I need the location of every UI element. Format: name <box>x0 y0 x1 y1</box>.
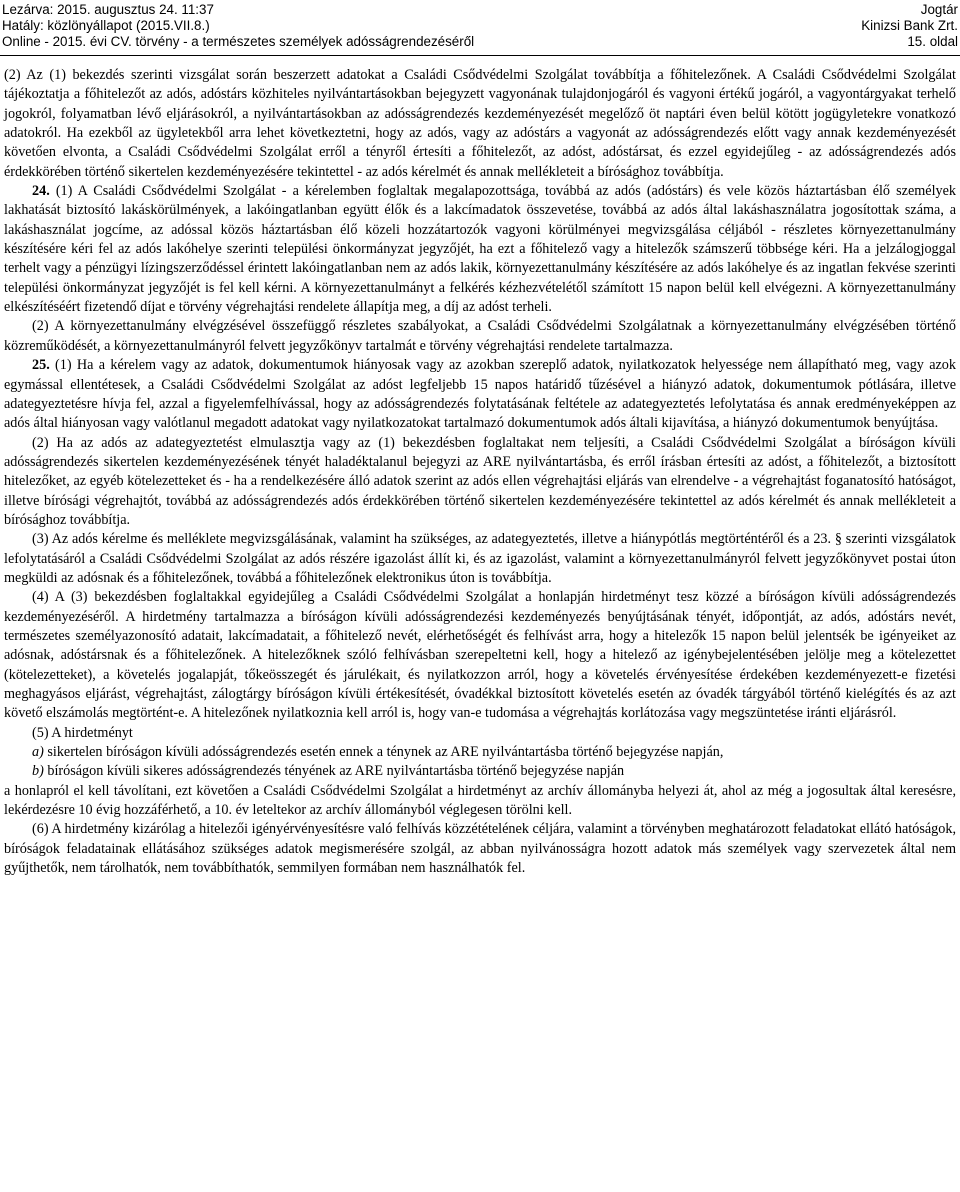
header-divider <box>0 55 960 56</box>
section-25-number: 25. <box>32 357 50 374</box>
point-a-text: sikertelen bíróságon kívüli adósságrendezés esetén ennek a ténynek az ARE nyilvántartásba történő bejegyzése napján, <box>43 744 724 761</box>
section-25-paragraph-1 <box>4 356 956 433</box>
document-header <box>0 0 960 56</box>
header-law-title: Online - 2015. évi CV. törvény - a természetes személyek adósságrendezéséről <box>2 34 475 49</box>
header-licensee: Kinizsi Bank Zrt. <box>861 18 958 33</box>
section-24-paragraph-2: (2) A környezettanulmány elvégzésével összefüggő részletes szabályokat, a Családi Csődvédelmi Szolgálatnak a környezettanulmány elvégzésében történő közreműködését, a környezettanulmányról felvett jegyzőkönyv tartalmát e törvény végrehajtási rendelete tartalmazza. <box>4 318 956 354</box>
section-25-paragraph-5-tail: a honlapról el kell távolítani, ezt követően a Családi Csődvédelmi Szolgálat a hirdetményt az archív állományba helyezi át, ahol az még a jogosultak által keresésre, lekérdezésre 10 évig hozzáférhető, a 10. év leteltekor az archív állományból véglegesen törölni kell. <box>4 782 956 819</box>
section-25-paragraph-1-text: (1) Ha a kérelem vagy az adatok, dokumentumok hiányosak vagy az azokban szereplő adatok, nyilatkozatok helyessége nem állapítható meg, vagy azok egymással ellentétesek, a Családi Csődvédelmi Szolgálat az adóst legfeljebb 15 napos határidő tűzésével a hiányzó adatok, dokumentumok pótlására, illetve adategyeztetésre hívja fel, azzal a figyelemfelhívással, hogy az adósságrendezés folytatásának feltétele az adategyeztetés lefolytatása és annak eredményeképpen az adós által hiányosan vagy valótlanul megadott adatokat vagy nyilatkozatokat tartalmazó dokumentumok adós általi kijavítása, a hiányzó dokumentumok benyújtása. <box>4 357 956 432</box>
point-a-letter: a) <box>32 744 44 761</box>
header-brand: Jogtár <box>920 2 958 17</box>
document-body <box>4 66 956 878</box>
section-25-paragraph-2: (2) Ha az adós az adategyeztetést elmulasztja vagy az (1) bekezdésben foglaltakat nem teljesíti, a Családi Csődvédelmi Szolgálat a bíróságon kívüli adósságrendezés sikertelen kezdeményezésének tényét haladéktalanul bejegyzi az ARE nyilvántartásba, és erről írásban értesíti az adóst, a főhitelezőt, a biztosított hitelezőket, az egyéb kötelezetteket és - ha a rendelkezésére álló adatok szerint az adós ellen végrehajtási eljárás van elrendelve - a végrehajtást foganatosító hatóságot, illetve bírósági végrehajtót, továbbá az adósságrendezés adós érdekkörében történő sikertelen kezdeményezésére tekintettel az adós kérelmét és annak mellékleteit a bírósághoz továbbítja. <box>4 434 956 528</box>
section-24-number: 24. <box>32 183 50 200</box>
header-closed-date: Lezárva: 2015. augusztus 24. 11:37 <box>2 2 214 17</box>
section-25-point-b <box>4 762 956 781</box>
header-right <box>861 2 958 50</box>
point-b-text: bíróságon kívüli sikeres adósságrendezés tényének az ARE nyilvántartásba történő bejegyzése napján <box>43 763 625 780</box>
section-25-paragraph-4: (4) A (3) bekezdésben foglaltakkal egyidejűleg a Családi Csődvédelmi Szolgálat a honlapján hirdetményt tesz közzé a bíróságon kívüli adósságrendezés kezdeményezéséről. A hirdetmény tartalmazza a bíróságon kívüli adósságrendezési kezdeményezés benyújtásának tényét, időpontját, az adós, adóstárs nevét, természetes személyazonosító adatait, lakcímadatait, a főhitelező nevét, elérhetőségét és felhívást arra, hogy a hitelezők 15 napon belül jelentsék be igényeiket az adósnak, adóstársnak és a főhitelezőnek. A hitelezőknek szóló felhívásban szerepeltetni kell, hogy a hitelező az igénybejelentésében jelölje meg a kötelezettet (kötelezetteket), a követelés jogalapját, tőkeösszegét és járulékait, és nyilatkozzon arról, hogy a követelés érvényesítése érdekében kezdeményezett-e fizetési meghagyásos eljárást, végrehajtást, zálogtárgy bíróságon kívüli értékesítését, óvadékkal biztosított követelés esetén az óvadék tárgyából történő kielégítés és az azt követő elszámolás megtörtént-e. A hitelezőnek nyilatkoznia kell arról is, hogy van-e tudomása a végrehajtás korlátozása vagy megszüntetése iránti eljárásról. <box>4 589 956 722</box>
section-24-paragraph-1-text: (1) A Családi Csődvédelmi Szolgálat - a kérelemben foglaltak megalapozottsága, továbbá az adós (adóstárs) és vele közös háztartásban élő személyek lakhatását biztosító lakáskörülmények, a lakóingatlanban együtt élők és a lakcímadatok összevetése, továbbá az adós által lakáshasználatra jogosítottak száma, a lakáshasználat jogcíme, az adóssal közös háztartásban élő közeli hozzátartozók vagyoni körülményei megvizsgálása céljából - részletes környezettanulmány készítésére kéri fel az adós lakóhelye szerinti települési önkormányzat jegyzőjét, ha ezt a főhitelező vagy a hitelezők számszerű többsége kéri. Ha a jelzálogjoggal terhelt vagy a pénzügyi lízingszerződéssel érintett lakóingatlanban nem az adós lakik, környezettanulmány készítésére az adós lakóhelye és az ingatlan fekvése szerinti települési önkormányzat jegyzőjét is fel kell kérni. A környezettanulmányt a felkérés kézhezvételétől számított 15 napon belül kell elvégezni. A környezettanulmány elkészítéséért fizetendő díjat e törvény végrehajtási rendelete állapítja meg, a díj az adóst terheli. <box>4 183 956 316</box>
section-24-paragraph-1 <box>4 182 956 317</box>
section-25-paragraph-5: (5) A hirdetményt <box>32 724 133 741</box>
section-25-paragraph-3: (3) Az adós kérelme és melléklete megvizsgálásának, valamint ha szükséges, az adategyeztetés, illetve a hiánypótlás megtörténtéről és a 23. § szerinti vizsgálatok lefolytatásáról a Családi Csődvédelmi Szolgálat az adós részére igazolást állít ki, és az igazolást, valamint a környezettanulmányról felvett jegyzőkönyvet postai úton megküldi az adósnak és a főhitelezőnek, továbbá a főhitelezőnek elektronikus úton is továbbítja. <box>4 531 956 586</box>
point-b-letter: b) <box>32 763 44 780</box>
header-effect-status: Hatály: közlönyállapot (2015.VII.8.) <box>2 18 210 33</box>
paragraph-23-2: (2) Az (1) bekezdés szerinti vizsgálat során beszerzett adatokat a Családi Csődvédelmi Szolgálat továbbítja a főhitelezőnek. A Családi Csődvédelmi Szolgálat tájékoztatja a főhitelezőt az adós, adóstárs közhiteles nyilvántartásokban bejegyzett vagyonának tulajdonjogáról és vagyoni értékű jogáról, a vagyontárgyakat terhelő jogokról, folyamatban lévő eljárásokról, a nyilvántartásokban az adósságrendezés kezdeményezését megelőző öt naptári éven belül kötött jogügyletekre vonatkozó adatokról. Ha ezekből az ügyletekből arra lehet következtetni, hogy az adós, vagy az adóstárs a vagyonát az adósságrendezés előtt vagy annak kezdeményezését követően elvonta, a Családi Csődvédelmi Szolgálat erről a tényről értesíti a főhitelezőt, az adóst, adóstársat, és ezzel egyidejűleg - az adósságrendezés adós érdekkörében történő sikertelen kezdeményezésére tekintettel - az adós kérelmét és annak mellékleteit a bírósághoz továbbítja. <box>4 67 956 180</box>
header-left <box>2 2 474 50</box>
section-25-point-a <box>4 743 956 762</box>
section-25-paragraph-6: (6) A hirdetmény kizárólag a hitelezői igényérvényesítésre való felhívás közzétételének céljára, valamint a törvényben meghatározott feladatokat ellátó hatóságok, bíróságok feladatainak ellátásához szükséges adatok megismerésére szolgál, az abban nyilvánosságra hozott adatok más személyek vagy szervezetek által nem gyűjthetők, nem tárolhatók, nem továbbíthatók, semmilyen formában nem használhatók fel. <box>4 821 956 877</box>
header-page-number: 15. oldal <box>907 34 958 49</box>
